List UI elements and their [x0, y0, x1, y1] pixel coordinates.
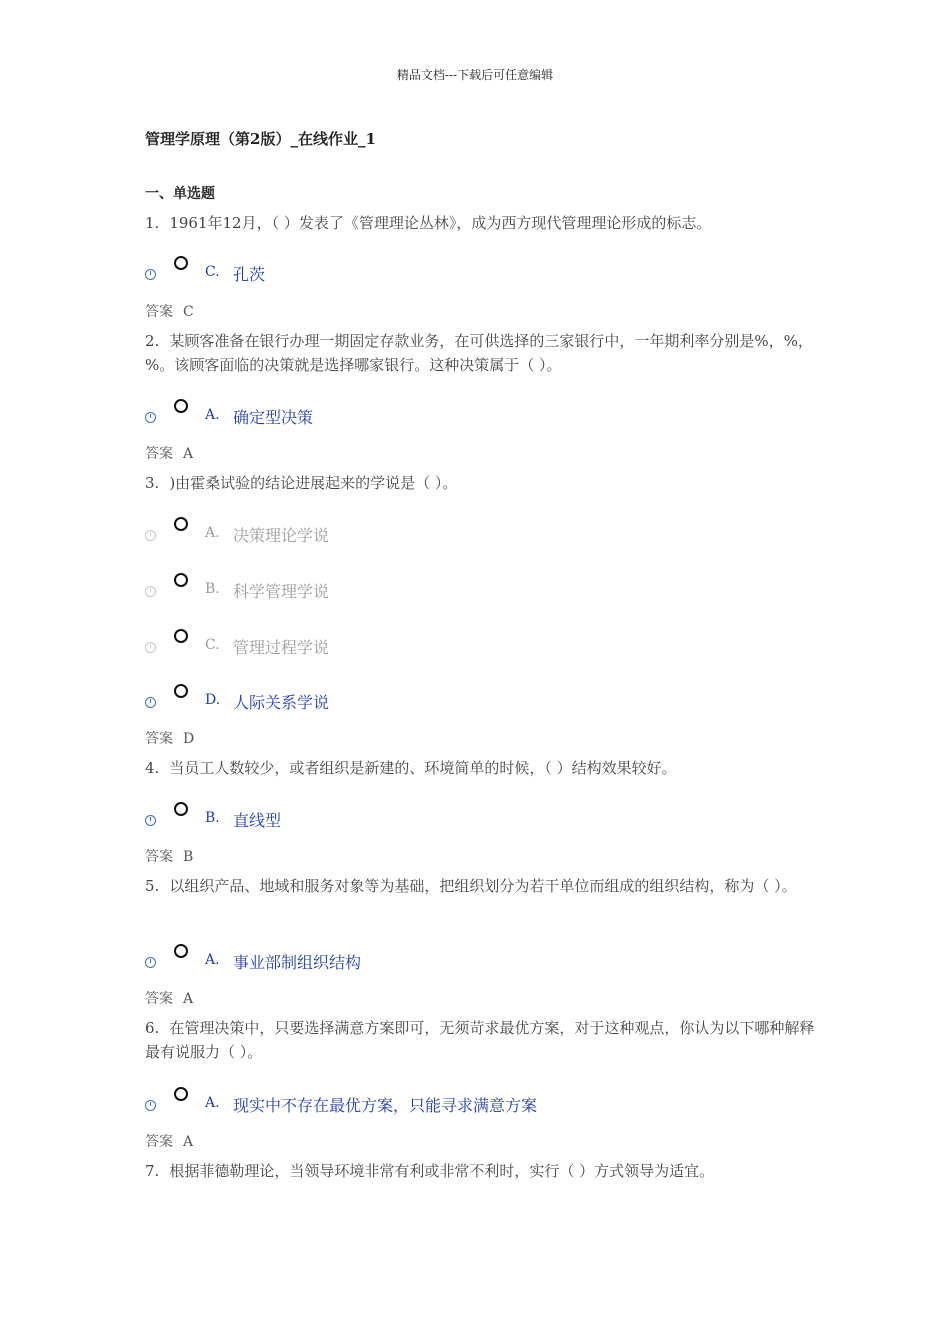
answer-label: 答案 [145, 446, 173, 462]
option-text: 事业部制组织结构 [233, 953, 362, 972]
question-number: 3. [145, 474, 160, 492]
question-text: 根据菲德勒理论，当领导环境非常有利或非常不利时，实行（ ）方式领导为适宜。 [169, 1162, 715, 1180]
question-number: 2. [145, 332, 160, 350]
answer-value: B [183, 849, 194, 865]
page-header: 精品文档---下载后可任意编辑 [396, 68, 554, 82]
clock-icon [145, 642, 156, 653]
question-5 [145, 874, 825, 898]
option-letter: A. [205, 407, 220, 423]
question-number: 7. [145, 1162, 160, 1180]
question-1 [145, 211, 825, 235]
option-text: 科学管理学说 [233, 582, 330, 601]
question-text: )由霍桑试验的结论进展起来的学说是（ ）。 [169, 474, 458, 492]
question-number: 6. [145, 1019, 160, 1037]
answer-value: A [183, 1134, 194, 1150]
answer-label: 答案 [145, 1134, 173, 1150]
answer-5 [145, 988, 193, 1008]
answer-3 [145, 728, 194, 748]
clock-icon [145, 1100, 156, 1111]
question-text: 以组织产品、地域和服务对象等为基础，把组织划分为若干单位而组成的组织结构，称为（ ）。 [169, 877, 797, 895]
answer-value: D [183, 731, 195, 747]
radio-button[interactable] [174, 1087, 188, 1101]
option-text: 决策理论学说 [233, 526, 330, 545]
option-text: 人际关系学说 [233, 693, 330, 712]
radio-button[interactable] [174, 573, 188, 587]
option-letter: B. [205, 581, 220, 597]
answer-4 [145, 846, 193, 866]
radio-button[interactable] [174, 802, 188, 816]
radio-button[interactable] [174, 399, 188, 413]
answer-label: 答案 [145, 849, 173, 865]
clock-icon [145, 269, 156, 280]
answer-1 [145, 301, 194, 321]
question-7 [145, 1159, 825, 1183]
question-number: 4. [145, 759, 160, 777]
radio-button[interactable] [174, 944, 188, 958]
answer-2 [145, 443, 193, 463]
radio-button[interactable] [174, 629, 188, 643]
answer-value: A [183, 991, 194, 1007]
option-letter: A. [205, 952, 220, 968]
option-letter: A. [205, 525, 220, 541]
question-3 [145, 471, 825, 495]
question-text: 1961年12月，（ ）发表了《管理理论丛林》，成为西方现代管理理论形成的标志。 [169, 214, 712, 232]
clock-icon [145, 815, 156, 826]
radio-button[interactable] [174, 684, 188, 698]
option-text: 直线型 [233, 811, 282, 830]
answer-value: C [183, 304, 194, 320]
option-letter: C. [205, 264, 220, 280]
option-text: 现实中不存在最优方案，只能寻求满意方案 [233, 1096, 538, 1115]
clock-icon [145, 697, 156, 708]
clock-icon [145, 957, 156, 968]
question-2 [145, 329, 825, 377]
option-text: 确定型决策 [233, 408, 314, 427]
answer-6 [145, 1131, 193, 1151]
question-number: 1. [145, 214, 160, 232]
answer-label: 答案 [145, 991, 173, 1007]
option-text: 管理过程学说 [233, 638, 330, 657]
clock-icon [145, 586, 156, 597]
answer-label: 答案 [145, 731, 173, 747]
option-letter: C. [205, 637, 220, 653]
question-text: 当员工人数较少，或者组织是新建的、环境简单的时候，（ ）结构效果较好。 [169, 759, 677, 777]
question-number: 5. [145, 877, 160, 895]
option-letter: A. [205, 1095, 220, 1111]
option-letter: B. [205, 810, 220, 826]
radio-button[interactable] [174, 256, 188, 270]
question-text: 某顾客准备在银行办理一期固定存款业务，在可供选择的三家银行中，一年期利率分别是%，%，%。该顾客面临的决策就是选择哪家银行。这种决策属于（ ）。 [145, 332, 813, 374]
option-text: 孔茨 [233, 265, 266, 284]
clock-icon [145, 530, 156, 541]
question-4 [145, 756, 825, 780]
answer-label: 答案 [145, 304, 173, 320]
answer-value: A [183, 446, 194, 462]
section-title: 一、单选题 [145, 186, 215, 202]
question-text: 在管理决策中，只要选择满意方案即可，无须苛求最优方案，对于这种观点，你认为以下哪种解释最有说服力（ ）。 [145, 1019, 815, 1061]
radio-button[interactable] [174, 517, 188, 531]
clock-icon [145, 412, 156, 423]
document-title: 管理学原理（第2版）_在线作业_1 [145, 130, 376, 148]
question-6 [145, 1016, 825, 1064]
option-letter: D. [205, 692, 221, 708]
